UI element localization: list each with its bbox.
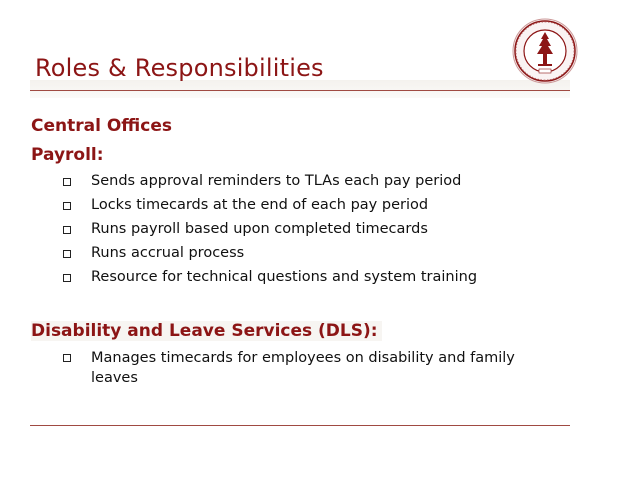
- checkbox-bullet-icon: [63, 354, 71, 362]
- section-heading-dls: Disability and Leave Services (DLS):: [31, 321, 382, 341]
- bullet-text: Manages timecards for employees on disability and family leaves: [91, 350, 515, 386]
- list-item: [60, 217, 560, 241]
- checkbox-bullet-icon: [63, 274, 71, 282]
- bullet-text: Sends approval reminders to TLAs each pay period: [91, 173, 462, 189]
- section-heading-central-offices: Central Offices: [31, 116, 172, 136]
- title-rule: [30, 90, 570, 91]
- section-heading-payroll: Payroll:: [31, 145, 104, 165]
- checkbox-bullet-icon: [63, 202, 71, 210]
- list-item: [60, 193, 560, 217]
- title-underline-shade: [30, 80, 570, 98]
- list-item: [60, 169, 560, 193]
- list-item: [60, 265, 560, 289]
- bullet-text: Runs payroll based upon completed timecards: [91, 221, 428, 237]
- slide-title: Roles & Responsibilities: [35, 54, 324, 82]
- bottom-rule: [30, 425, 570, 426]
- checkbox-bullet-icon: [63, 250, 71, 258]
- checkbox-bullet-icon: [63, 226, 71, 234]
- stanford-seal-icon: [512, 18, 578, 84]
- list-item: [60, 348, 531, 388]
- bullet-text: Locks timecards at the end of each pay period: [91, 197, 429, 213]
- dls-bullet-list: [60, 348, 560, 388]
- bullet-text: Runs accrual process: [91, 245, 245, 261]
- bullet-text: Resource for technical questions and system training: [91, 269, 478, 285]
- list-item: [60, 241, 560, 265]
- payroll-bullet-list: [60, 169, 560, 289]
- checkbox-bullet-icon: [63, 178, 71, 186]
